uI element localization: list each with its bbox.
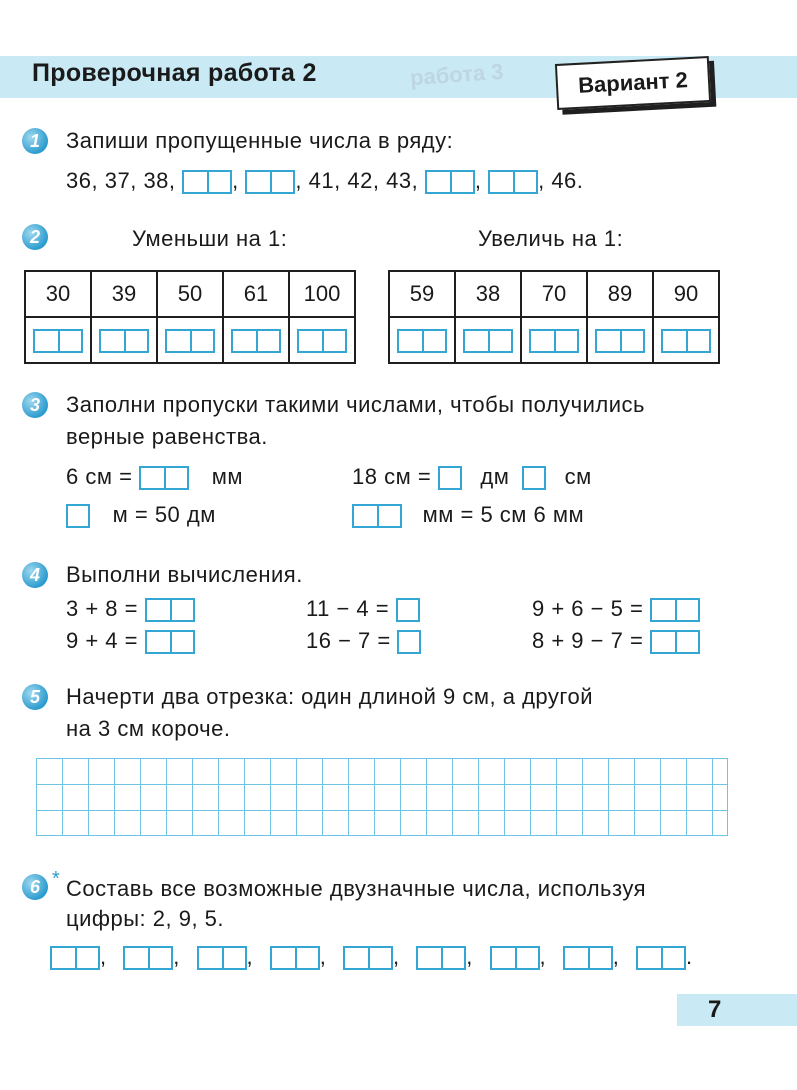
answer-box[interactable] xyxy=(636,946,686,970)
eq-text: 18 см = xyxy=(352,464,432,489)
answer-box[interactable] xyxy=(463,329,513,353)
answer-box[interactable] xyxy=(139,466,189,490)
seq-item: , xyxy=(538,168,545,193)
expr-text: 9 + 4 = xyxy=(66,628,139,653)
expression xyxy=(306,596,420,622)
task1-sequence xyxy=(66,168,583,194)
table-cell: 38 xyxy=(455,271,521,317)
seq-item: 41, xyxy=(308,168,341,193)
star-icon: * xyxy=(52,868,60,890)
page-title: Проверочная работа 2 xyxy=(32,59,317,87)
answer-box[interactable] xyxy=(396,598,420,622)
task2-left-label: Уменьши на 1: xyxy=(132,226,288,251)
task-number-icon: 6 xyxy=(22,874,48,900)
answer-box[interactable] xyxy=(33,329,83,353)
seq-item: , xyxy=(474,168,482,193)
seq-item: 46. xyxy=(551,168,584,193)
expression xyxy=(306,628,421,654)
answer-box[interactable] xyxy=(66,504,90,528)
table-cell: 89 xyxy=(587,271,653,317)
answer-box[interactable] xyxy=(270,946,320,970)
answer-box[interactable] xyxy=(231,329,281,353)
variant-badge: Вариант 2 xyxy=(555,56,711,110)
seq-item: , xyxy=(295,168,303,193)
task3-prompt-line1: Заполни пропуски такими числами, чтобы получились xyxy=(66,392,646,417)
drawing-grid[interactable] xyxy=(36,758,728,836)
eq-text: м = 50 дм xyxy=(112,502,216,527)
table-cell: 50 xyxy=(157,271,223,317)
answer-box[interactable] xyxy=(145,630,195,654)
answer-box[interactable] xyxy=(563,946,613,970)
equation-2 xyxy=(352,464,592,490)
expression xyxy=(532,596,700,622)
table-cell: 100 xyxy=(289,271,355,317)
answer-box[interactable] xyxy=(99,329,149,353)
expr-text: 11 − 4 = xyxy=(306,596,390,621)
expression xyxy=(66,628,195,654)
answer-box[interactable] xyxy=(438,466,462,490)
task2-right-label: Увеличь на 1: xyxy=(478,226,624,251)
table-cell: 90 xyxy=(653,271,719,317)
answer-box[interactable] xyxy=(50,946,100,970)
expression xyxy=(532,628,700,654)
answer-box[interactable] xyxy=(416,946,466,970)
task5-prompt-line2: на 3 см короче. xyxy=(66,716,231,741)
answer-box[interactable] xyxy=(397,630,421,654)
table-cell: 39 xyxy=(91,271,157,317)
eq-text: дм xyxy=(480,464,510,489)
answer-box[interactable] xyxy=(245,170,295,194)
answer-box[interactable] xyxy=(650,630,700,654)
answer-box[interactable] xyxy=(343,946,393,970)
answer-box[interactable] xyxy=(165,329,215,353)
seq-item: 38, xyxy=(143,168,176,193)
answer-box[interactable] xyxy=(297,329,347,353)
expr-text: 3 + 8 = xyxy=(66,596,139,621)
answer-box[interactable] xyxy=(425,170,475,194)
seq-item: , xyxy=(232,168,239,193)
task-number-icon: 4 xyxy=(22,562,48,588)
table-cell: 70 xyxy=(521,271,587,317)
answer-box[interactable] xyxy=(123,946,173,970)
increase-table xyxy=(388,270,720,364)
page-number-band xyxy=(677,994,797,1026)
expr-text: 16 − 7 = xyxy=(306,628,391,653)
answer-box[interactable] xyxy=(529,329,579,353)
task4-prompt: Выполни вычисления. xyxy=(66,562,303,587)
separator: , xyxy=(539,944,547,969)
equation-1 xyxy=(66,464,243,490)
table-cell: 30 xyxy=(25,271,91,317)
task6-prompt-line1: Составь все возможные двузначные числа, используя xyxy=(66,876,646,901)
task5-prompt-line1: Начерти два отрезка: один длиной 9 см, а другой xyxy=(66,684,593,709)
table-cell: 59 xyxy=(389,271,455,317)
answer-box[interactable] xyxy=(650,598,700,622)
seq-item: 43, xyxy=(386,168,419,193)
task-number-icon: 3 xyxy=(22,392,48,418)
eq-text: мм = 5 см 6 мм xyxy=(422,502,585,527)
answer-box[interactable] xyxy=(488,170,538,194)
seq-item: 37, xyxy=(104,168,137,193)
answer-box[interactable] xyxy=(522,466,546,490)
page-number: 7 xyxy=(708,996,722,1023)
task1-prompt: Запиши пропущенные числа в ряду: xyxy=(66,128,454,153)
answer-box[interactable] xyxy=(197,946,247,970)
answer-box[interactable] xyxy=(145,598,195,622)
equation-3 xyxy=(66,502,216,528)
expression xyxy=(66,596,195,622)
eq-text: см xyxy=(564,464,592,489)
task6-prompt-line2: цифры: 2, 9, 5. xyxy=(66,906,225,931)
separator: , xyxy=(612,944,620,969)
answer-box[interactable] xyxy=(352,504,402,528)
separator: , xyxy=(173,944,180,969)
task-number-icon: 2 xyxy=(22,224,48,250)
answer-box[interactable] xyxy=(182,170,232,194)
end-period: . xyxy=(686,944,693,969)
task3-prompt-line2: верные равенства. xyxy=(66,424,268,449)
separator: , xyxy=(246,944,254,969)
task6-answers xyxy=(50,944,693,970)
seq-item: 42, xyxy=(347,168,380,193)
eq-text: мм xyxy=(211,464,243,489)
expr-text: 8 + 9 − 7 = xyxy=(532,628,644,653)
separator: , xyxy=(393,944,400,969)
separator: , xyxy=(100,944,107,969)
decrease-table xyxy=(24,270,356,364)
answer-box[interactable] xyxy=(661,329,711,353)
table-cell: 61 xyxy=(223,271,289,317)
answer-box[interactable] xyxy=(595,329,645,353)
task-number-icon: 5 xyxy=(22,684,48,710)
task-number-icon: 1 xyxy=(22,128,48,154)
seq-item: 36, xyxy=(66,168,99,193)
separator: , xyxy=(319,944,327,969)
answer-box[interactable] xyxy=(397,329,447,353)
expr-text: 9 + 6 − 5 = xyxy=(532,596,644,621)
equation-4 xyxy=(352,502,584,528)
eq-text: 6 см = xyxy=(66,464,133,489)
separator: , xyxy=(466,944,473,969)
answer-box[interactable] xyxy=(490,946,540,970)
ghost-text: работа 3 xyxy=(409,58,505,91)
